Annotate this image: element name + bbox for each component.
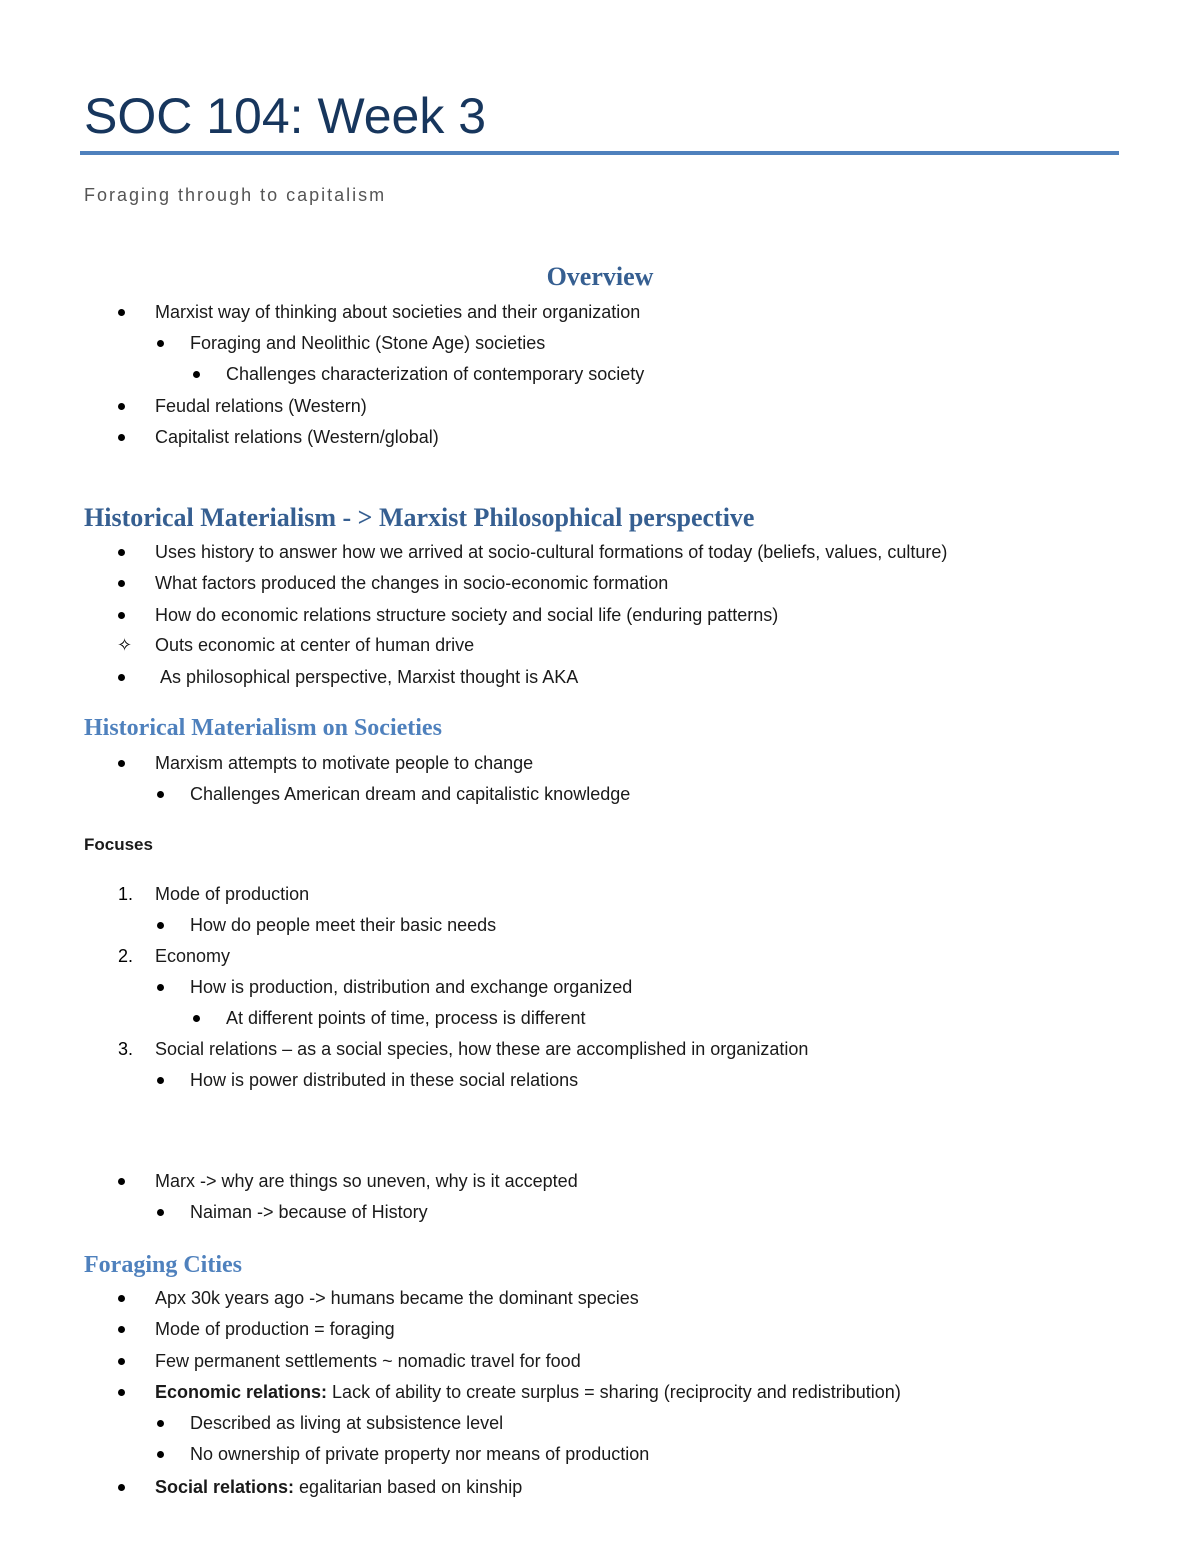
- list-item-economic-relations: [155, 1380, 901, 1404]
- on-societies-heading: Historical Materialism on Societies: [84, 715, 442, 741]
- bullet-icon: [118, 1295, 125, 1302]
- social-relations-label: Social relations:: [155, 1477, 295, 1497]
- list-item: Economy: [155, 946, 231, 966]
- list-item: What factors produced the changes in socio-economic formation: [155, 573, 669, 593]
- list-number: 2.: [118, 946, 134, 966]
- bullet-icon: [157, 984, 164, 991]
- list-item-social-relations: [155, 1475, 522, 1499]
- bullet-icon: [157, 1451, 164, 1458]
- list-item: At different points of time, process is different: [226, 1008, 586, 1028]
- list-item: How do people meet their basic needs: [190, 915, 497, 935]
- bullet-icon: [157, 922, 164, 929]
- list-item: Social relations – as a social species, how these are accomplished in organization: [155, 1039, 809, 1059]
- title-underline: [80, 151, 1119, 155]
- bullet-icon: [118, 549, 125, 556]
- list-item: Feudal relations (Western): [155, 396, 367, 416]
- list-item: As philosophical perspective, Marxist thought is AKA: [160, 667, 579, 687]
- economic-relations-label: Economic relations:: [155, 1382, 328, 1402]
- page-subtitle: Foraging through to capitalism: [84, 185, 387, 205]
- social-relations-text: egalitarian based on kinship: [294, 1477, 523, 1497]
- bullet-icon: [193, 1015, 200, 1022]
- list-item: Mode of production = foraging: [155, 1319, 395, 1339]
- bullet-icon: [193, 371, 200, 378]
- bullet-icon: [118, 1178, 125, 1185]
- bullet-icon: [157, 791, 164, 798]
- bullet-icon: [157, 1077, 164, 1084]
- list-item: Foraging and Neolithic (Stone Age) societies: [190, 333, 546, 353]
- bullet-icon: [118, 309, 125, 316]
- economic-relations-text: Lack of ability to create surplus = sharing (reciprocity and redistribution): [327, 1382, 901, 1402]
- list-number: 1.: [118, 884, 134, 904]
- bullet-icon: [118, 580, 125, 587]
- list-item: How is production, distribution and exchange organized: [190, 977, 633, 997]
- foraging-cities-heading: Foraging Cities: [84, 1252, 242, 1278]
- bullet-icon: [157, 1209, 164, 1216]
- list-item: Marxist way of thinking about societies and their organization: [155, 302, 641, 322]
- list-item: Outs economic at center of human drive: [155, 635, 475, 655]
- bullet-icon: [118, 1389, 125, 1396]
- bullet-icon: [118, 674, 125, 681]
- bullet-icon: [118, 1484, 125, 1491]
- list-item: How is power distributed in these social relations: [190, 1070, 579, 1090]
- list-item: Marx -> why are things so uneven, why is it accepted: [155, 1171, 578, 1191]
- bullet-icon: [118, 1358, 125, 1365]
- list-item: Apx 30k years ago -> humans became the dominant species: [155, 1288, 639, 1308]
- bullet-icon: [118, 403, 125, 410]
- list-item: Naiman -> because of History: [190, 1202, 428, 1222]
- list-item: Challenges American dream and capitalistic knowledge: [190, 784, 631, 804]
- list-number: 3.: [118, 1039, 134, 1059]
- list-item: How do economic relations structure society and social life (enduring patterns): [155, 605, 779, 625]
- list-item: Capitalist relations (Western/global): [155, 427, 439, 447]
- list-item: No ownership of private property nor means of production: [190, 1444, 650, 1464]
- bullet-icon: [118, 434, 125, 441]
- list-item: Few permanent settlements ~ nomadic travel for food: [155, 1351, 581, 1371]
- diamond-bullet-icon: ✧: [117, 635, 133, 655]
- bullet-icon: [118, 612, 125, 619]
- list-item: Described as living at subsistence level: [190, 1413, 504, 1433]
- bullet-icon: [157, 340, 164, 347]
- list-item: Challenges characterization of contemporary society: [226, 364, 645, 384]
- list-item: Mode of production: [155, 884, 310, 904]
- page-title: SOC 104: Week 3: [84, 88, 487, 144]
- bullet-icon: [157, 1420, 164, 1427]
- list-item: Uses history to answer how we arrived at socio-cultural formations of today (beliefs, values, culture): [155, 542, 948, 562]
- focuses-label: Focuses: [84, 835, 153, 854]
- historical-materialism-heading: Historical Materialism - > Marxist Philosophical perspective: [84, 503, 755, 532]
- bullet-icon: [118, 1326, 125, 1333]
- list-item: Marxism attempts to motivate people to change: [155, 753, 534, 773]
- bullet-icon: [118, 760, 125, 767]
- overview-heading: Overview: [546, 262, 654, 291]
